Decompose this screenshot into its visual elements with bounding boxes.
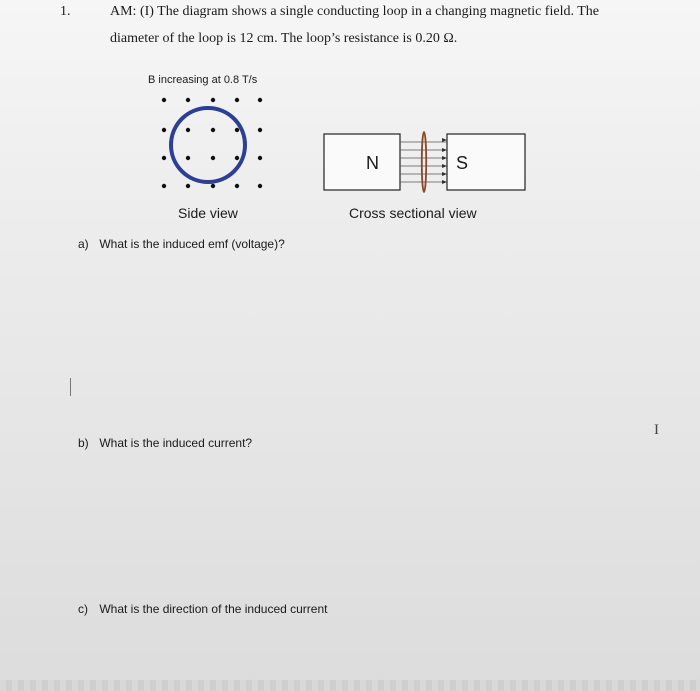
question-letter: a) [78,237,89,251]
question-text: What is the induced emf (voltage)? [99,237,285,251]
page-mark [70,378,71,396]
south-pole-label: S [456,153,469,173]
field-dot [258,128,262,132]
question-b [78,436,252,450]
question-letter: b) [78,436,89,450]
side-view-caption: Side view [178,205,238,221]
field-dot [162,184,166,188]
field-dot [162,128,166,132]
field-lines [400,142,447,182]
field-dot [186,184,190,188]
question-text: What is the direction of the induced current [99,602,328,616]
question-letter: c) [78,602,88,616]
question-c [78,602,327,616]
question-a [78,237,285,251]
field-change-label: B increasing at 0.8 T/s [148,74,258,86]
magnet-north-block [324,134,400,190]
text-cursor-icon: I [654,422,659,438]
field-dot [235,128,239,132]
problem-statement-line-1: AM: (I) The diagram shows a single conducting loop in a changing magnetic field. The [110,4,599,19]
field-dot [211,156,215,160]
field-dot [211,98,215,102]
field-dot [186,156,190,160]
question-number: 1. [60,4,71,19]
field-arrows [442,138,447,184]
field-dot [162,98,166,102]
bottom-edge [0,680,700,691]
cross-view-caption: Cross sectional view [349,205,477,221]
north-pole-label: N [366,153,379,173]
conducting-loop [171,108,245,182]
field-dot [211,184,215,188]
loop-edge-view [422,132,426,192]
field-dot [186,98,190,102]
problem-statement-line-2: diameter of the loop is 12 cm. The loop’s resistance is 0.20 Ω. [110,31,458,46]
field-dot [258,156,262,160]
field-dot [162,156,166,160]
field-dot [211,128,215,132]
field-dot [258,98,262,102]
field-dot [186,128,190,132]
field-dot [235,184,239,188]
question-text: What is the induced current? [99,436,253,450]
field-dot [235,98,239,102]
field-dot [258,184,262,188]
field-dot [235,156,239,160]
field-dots [162,98,262,188]
